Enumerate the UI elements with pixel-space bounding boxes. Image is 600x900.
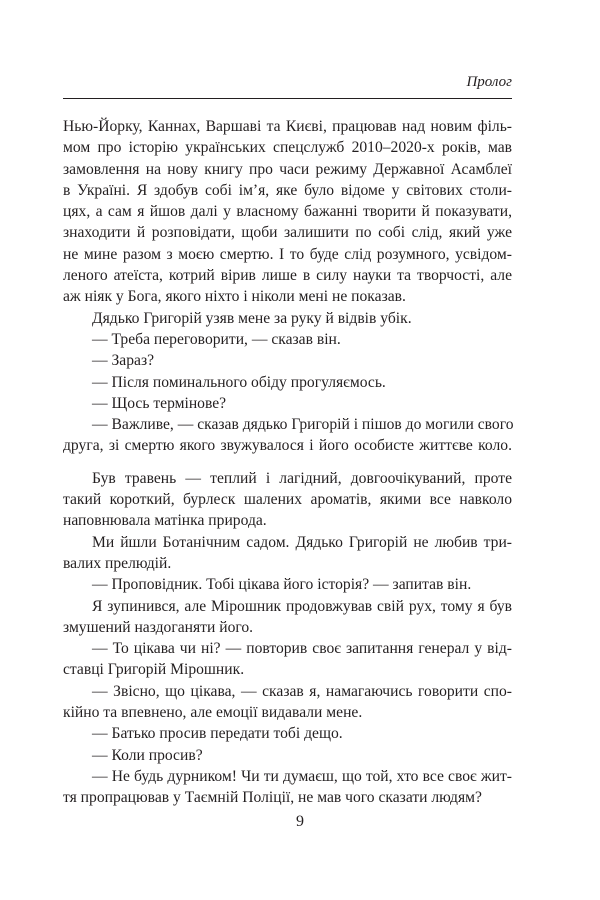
page-number: 9 xyxy=(296,813,304,830)
text-line: такий короткий, бурлеск шалених ароматів, якими все навколо xyxy=(63,491,512,509)
text-line: ставці Григорій Мірошник. xyxy=(63,661,245,679)
text-line: знаходити й розповідати, щоби залишити по собі слід, який уже xyxy=(63,224,512,242)
dialogue-line: — Після поминального обіду прогуляємось. xyxy=(92,373,386,391)
text-line: леного атеїста, котрий вірив лише в силу науки та творчості, але xyxy=(63,267,512,285)
text-line: валих прелюдій. xyxy=(63,554,172,572)
header-rule xyxy=(63,98,512,99)
text-line: змушений наздоганяти його. xyxy=(63,618,254,636)
running-header: Пролог xyxy=(466,74,512,90)
dialogue-line: — Треба переговорити, — сказав він. xyxy=(92,330,341,348)
dialogue-line: — Щось термінове? xyxy=(92,394,227,412)
dialogue-line: — То цікава чи ні? — повторив своє запитання генерал у від- xyxy=(92,640,512,658)
text-line: в Україні. Я здобув собі ім’я, яке було відоме у світових столи- xyxy=(63,181,512,199)
text-line: Ми йшли Ботанічним садом. Дядько Григорій не любив три- xyxy=(92,533,512,551)
dialogue-line: — Батько просив передати тобі дещо. xyxy=(92,725,343,743)
text-line: замовлення на нову книгу про часи режиму Державної Асамблеї xyxy=(63,160,512,178)
dialogue-line: — Зараз? xyxy=(92,352,155,370)
dialogue-line: — Звісно, що цікава, — сказав я, намагаючись говорити спо- xyxy=(92,682,512,700)
text-line: тя пропрацював у Таємній Поліції, не мав чого сказати людям? xyxy=(63,789,482,807)
text-line: Я зупинився, але Мірошник продовжував свій рух, тому я був xyxy=(92,597,512,615)
text-line: наповнювала матінка природа. xyxy=(63,512,267,530)
dialogue-line: — Коли просив? xyxy=(92,746,203,764)
page-body-text xyxy=(63,116,512,809)
text-line: не мине разом з моєю смертю. І то буде слід розумного, усвідом- xyxy=(63,245,512,263)
dialogue-line: — Проповідник. Тобі цікава його історія? — запитав він. xyxy=(92,576,472,594)
text-line: Нью-Йорку, Каннах, Варшаві та Києві, працював над новим філь- xyxy=(63,118,512,135)
text-line: Був травень — теплий і лагідний, довгоочікуваний, проте xyxy=(92,469,512,487)
dialogue-line: — Не будь дурником! Чи ти думаєш, що той, хто все своє жит- xyxy=(92,767,512,785)
text-line: кійно та впевнено, але емоції видавали мене. xyxy=(63,704,363,722)
text-line: цях, а сам я йшов далі у власному бажанні творити й показувати, xyxy=(63,203,512,221)
dialogue-line: — Важливе, — сказав дядько Григорій і пішов до могили свого xyxy=(92,416,514,434)
text-line: Дядько Григорій узяв мене за руку й відвів убік. xyxy=(92,309,412,327)
text-line: друга, зі смертю якого звужувалося і його особисте життєве коло. xyxy=(63,437,512,455)
text-line: аж ніяк у Бога, якого ніхто і ніколи мені не показав. xyxy=(63,288,406,306)
text-line: мом про історію українських спецслужб 2010–2020-х років, мав xyxy=(63,139,512,157)
